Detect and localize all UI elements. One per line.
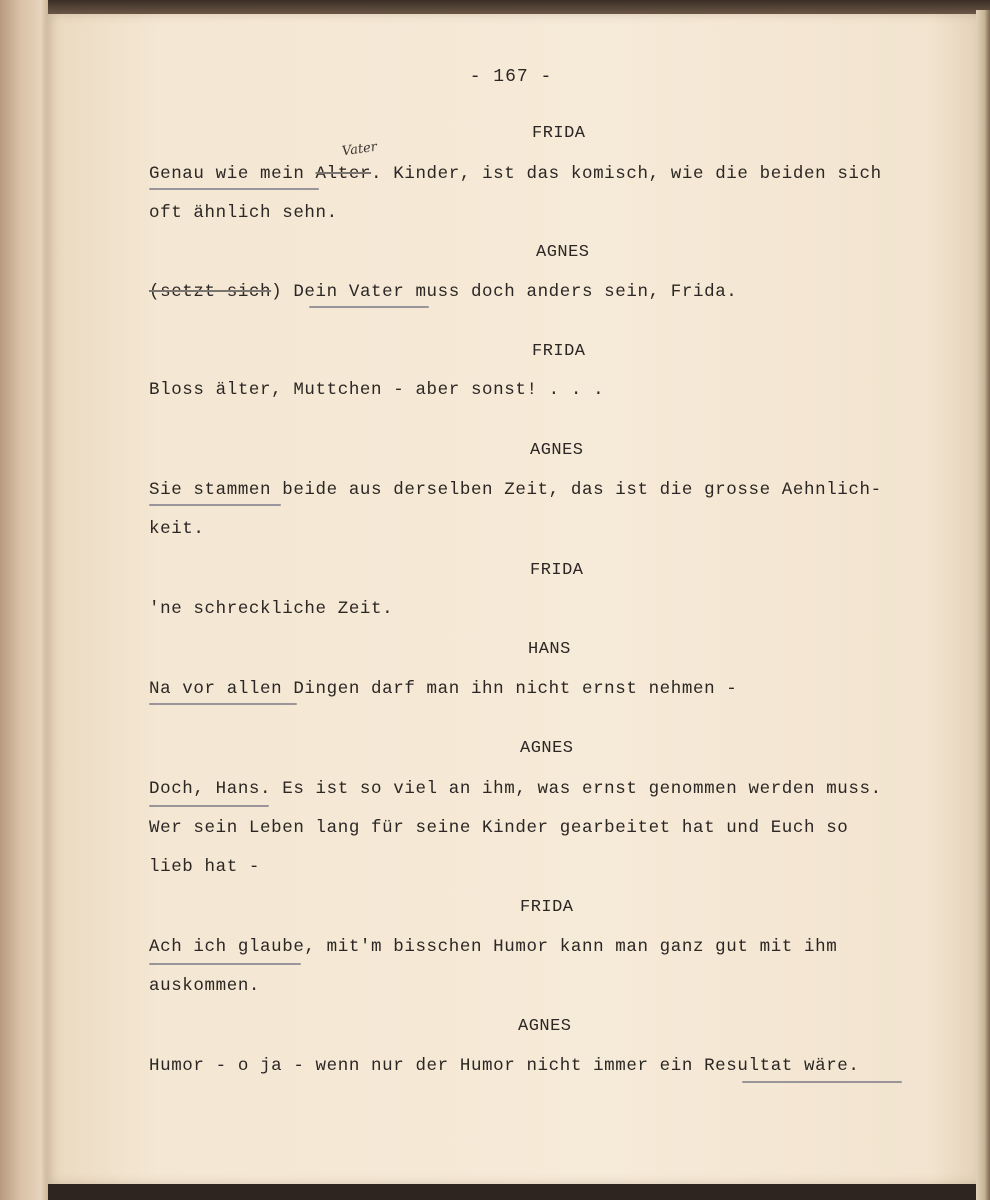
dialogue-line: keit. bbox=[149, 519, 205, 539]
dialogue-line: 'ne schreckliche Zeit. bbox=[149, 599, 394, 619]
pencil-underline bbox=[149, 963, 301, 965]
struck-word: Alter bbox=[315, 164, 372, 184]
book-top-edge bbox=[0, 0, 990, 14]
pencil-underline bbox=[309, 306, 429, 308]
dialogue-line: Sie stammen beide aus derselben Zeit, das ist die grosse Aehnlich- bbox=[149, 480, 882, 500]
speaker-name: FRIDA bbox=[520, 898, 574, 917]
dialogue-line: lieb hat - bbox=[149, 857, 261, 877]
dialogue-line: Ach ich glaube, mit'm bisschen Humor kann man ganz gut mit ihm bbox=[149, 937, 838, 957]
dialogue-line: Genau wie mein Alter. Kinder, ist das komisch, wie die beiden sich bbox=[149, 164, 882, 184]
page-stack-edge bbox=[976, 10, 990, 1200]
pencil-underline bbox=[149, 805, 269, 807]
speaker-name: AGNES bbox=[520, 739, 574, 758]
pencil-underline bbox=[149, 703, 297, 705]
dialogue-line: auskommen. bbox=[149, 976, 261, 996]
book-binding bbox=[0, 0, 48, 1200]
pencil-underline bbox=[149, 188, 319, 190]
pencil-underline bbox=[149, 504, 281, 506]
speaker-name: AGNES bbox=[530, 441, 584, 460]
dialogue-line: (setzt sich) Dein Vater muss doch anders sein, Frida. bbox=[149, 282, 738, 302]
dialogue-line: Doch, Hans. Es ist so viel an ihm, was ernst genommen werden muss. bbox=[149, 779, 882, 799]
dialogue-line: Humor - o ja - wenn nur der Humor nicht immer ein Resultat wäre. bbox=[149, 1056, 860, 1076]
speaker-name: FRIDA bbox=[530, 561, 584, 580]
dialogue-line: oft ähnlich sehn. bbox=[149, 203, 338, 223]
dialogue-line: Bloss älter, Muttchen - aber sonst! . . . bbox=[149, 380, 605, 400]
dialogue-line: Wer sein Leben lang für seine Kinder gearbeitet hat und Euch so bbox=[149, 818, 849, 838]
speaker-name: HANS bbox=[528, 640, 571, 659]
page-number: - 167 - bbox=[469, 67, 553, 87]
dialogue-line: Na vor allen Dingen darf man ihn nicht ernst nehmen - bbox=[149, 679, 738, 699]
speaker-name: AGNES bbox=[536, 243, 590, 262]
typescript-page bbox=[46, 14, 976, 1184]
pencil-underline bbox=[742, 1081, 902, 1083]
speaker-name: FRIDA bbox=[532, 124, 586, 143]
speaker-name: AGNES bbox=[518, 1017, 572, 1036]
handwritten-correction: Vater bbox=[341, 139, 378, 160]
struck-word: (setzt sich bbox=[149, 282, 272, 302]
speaker-name: FRIDA bbox=[532, 342, 586, 361]
